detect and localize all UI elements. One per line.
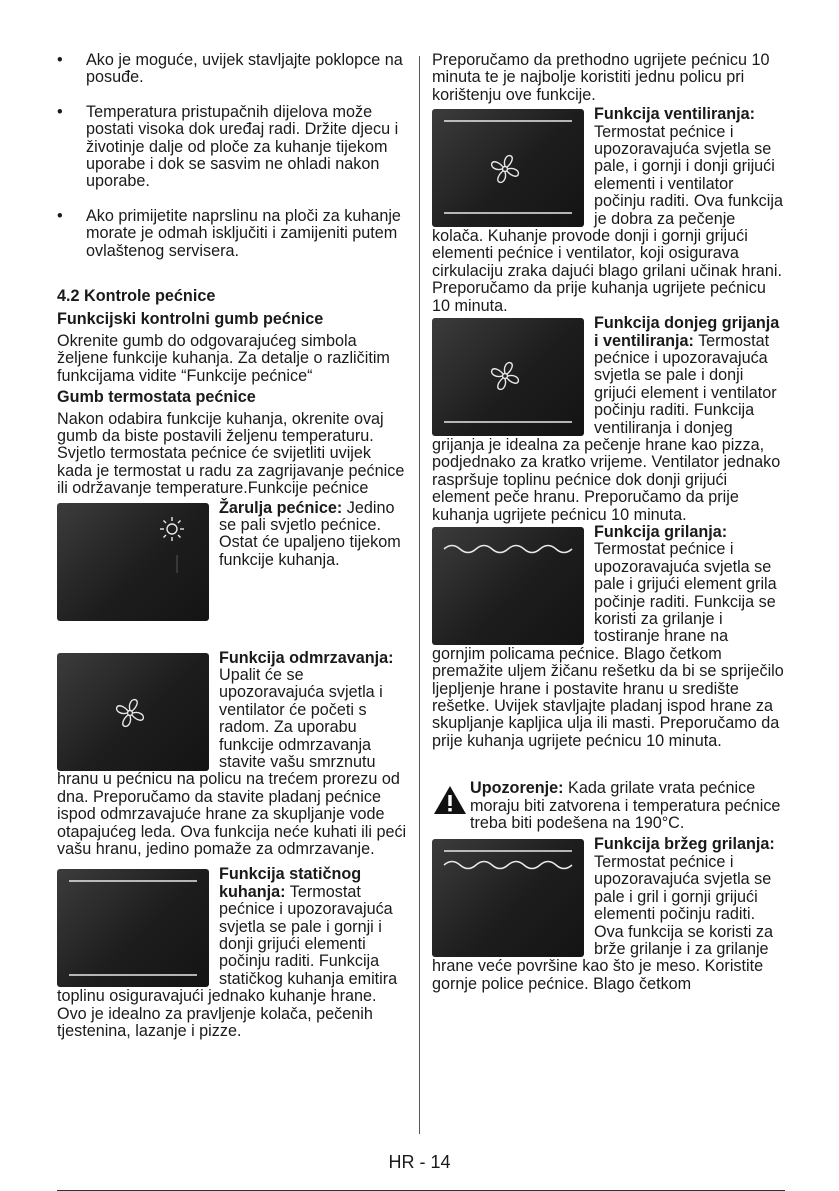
fan-text: Termostat pećnice i upozoravajuća svjetla se pale, i gornji i donji grijući elementi i ventilator počinju raditi. Ova funkcija je dobra za pečenje kolača. Kuhanje provode donji i gornji grijući elementi pećnice i ventilator, koji osigurava cirkulaciju zraka dajući blago grilani učinak hrani. Preporučamo da prije kuhanja ugrijete pećnicu 10 minuta.: [432, 122, 783, 315]
bottom-fan-text: Termostat pećnice i upozoravajuća svjetla se pale i donji grijući element i ventilator počinju raditi. Funkcija ventiliranja i donjeg grijanja je idealna za pečenje hrane kao pizza, podjednako za kratko vrijeme. Ventilator jednako raspršuje toplinu pećnice dok donji grijući element peče hranu. Preporučamo da prije kuhanja ugrijete pećnicu 10 minuta.: [432, 331, 781, 524]
fast-grill-title: Funkcija bržeg grilanja:: [594, 835, 775, 854]
fast-grill-icon: [432, 839, 584, 957]
intro-text: Preporučamo da prethodno ugrijete pećnicu 10 minuta te je najbolje koristiti jednu policu pri korištenju ove funkcije.: [432, 51, 770, 104]
bullet-symbol: •: [57, 51, 63, 69]
defrost-title: Funkcija odmrzavanja:: [219, 648, 394, 667]
warning-title: Upozorenje:: [470, 779, 564, 798]
section-title: 4.2 Kontrole pećnice: [57, 287, 216, 306]
oven-static-image: [57, 869, 209, 987]
thermostat-title: Gumb termostata pećnice: [57, 388, 256, 407]
oven-fast-grill-image: [432, 839, 584, 957]
right-column: [432, 52, 784, 993]
left-column: [57, 52, 409, 1040]
fast-grill-function: [432, 836, 784, 993]
oven-fan-image: [432, 109, 584, 227]
bullet-item: [57, 52, 409, 87]
static-function: [57, 866, 409, 1040]
column-divider: [419, 56, 420, 1134]
oven-defrost-image: [57, 653, 209, 771]
lamp-icon: [57, 503, 209, 621]
bullet-symbol: •: [57, 206, 63, 225]
bottom-fan-function: [432, 315, 784, 524]
bullet-text: Ako primijetite naprslinu na ploči za kuhanje morate je odmah isključiti i zamijeniti putem ovlaštenog servisera.: [86, 206, 401, 260]
grill-function: [432, 524, 784, 750]
fan-function: [432, 106, 784, 315]
lamp-title: Žarulja pećnice:: [219, 498, 343, 517]
grill-warning: [432, 780, 784, 832]
top-bottom-heat-icon: [57, 869, 209, 987]
bullet-symbol: •: [57, 102, 63, 121]
fast-grill-text: Termostat pećnice i upozoravajuća svjetla se pale i gril i gornji grijući elementi počinju raditi. Ova funkcija se koristi za brže grilanje i za grilanje hrane veće površine kao što je meso. Koristite gornje police pećnice. Blago četkom: [432, 852, 774, 993]
static-text: Termostat pećnice i upozoravajuća svjetla se pale i gornji i donji grijući elementi počinju raditi. Funkcija statičkog kuhanja emitira toplinu osiguravajući jednako kuhanje hrane. Ovo je idealno za pravljenje kolača, pečenih tjestenina, lazanje i pizze.: [57, 882, 398, 1041]
bullet-text: Temperatura pristupačnih dijelova može postati visoka dok uređaj radi. Držite djecu i životinje dalje od ploče za kuhanje tijekom uporabe i dok se sasvim ne ohladi nakon uporabe.: [86, 102, 399, 191]
bullet-item: [57, 208, 409, 260]
warning-text: Kada grilate vrata pećnice moraju biti zatvorena i temperatura pećnice treba biti podešena na 190°C.: [470, 779, 781, 833]
warning-icon: [432, 784, 470, 820]
lamp-function: [57, 500, 409, 650]
oven-bottom-fan-image: [432, 318, 584, 436]
bottom-fan-title: Funkcija donjeg grijanja i ventiliranja:: [594, 314, 780, 350]
fan-top-bottom-icon: [432, 109, 584, 227]
grill-title: Funkcija grilanja:: [594, 522, 728, 541]
defrost-text: Upalit će se upozoravajuća svjetla i ventilator će početi s radom. Za uporabu funkcije odmrzavanja stavite vašu smrznutu hranu u pećnicu na policu na trećem prorezu od dna. Preporučamo da stavite pladanj pećnice ispod odmrzavajuće hrane za skupljanje vode otapajućeg leda. Ova funkcija neće kuhati ili peći vašu hranu, jedino pomaže za odmrzavanje.: [57, 665, 407, 858]
defrost-function: [57, 650, 409, 859]
fan-title: Funkcija ventiliranja:: [594, 105, 756, 124]
knob-text: Okrenite gumb do odgovarajućeg simbola željene funkcije kuhanja. Za detalje o različitim funkcijama vidite “Funkcije pećnice“: [57, 331, 390, 385]
grill-icon: [432, 527, 584, 645]
fan-icon: [57, 653, 209, 771]
bullet-item: [57, 104, 409, 191]
knob-title: Funkcijski kontrolni gumb pećnice: [57, 310, 324, 329]
oven-grill-image: [432, 527, 584, 645]
fan-bottom-icon: [432, 318, 584, 436]
page-number: HR - 14: [388, 1152, 451, 1172]
thermostat-text: Nakon odabira funkcije kuhanja, okrenite ovaj gumb da biste postavili željenu temperaturu. Svjetlo termostata pećnice će svijetliti uvijek kada je termostat u radu za zagrijavanje pećnice ili održavanje temperature.Funkcije pećnice: [57, 409, 405, 498]
bullet-text: Ako je moguće, uvijek stavljajte poklopce na posuđe.: [86, 51, 403, 87]
static-title: Funkcija statičnog kuhanja:: [219, 865, 362, 901]
lamp-text: Jedino se pali svjetlo pećnice. Ostat će upaljeno tijekom funkcije kuhanja.: [219, 498, 401, 569]
grill-text: Termostat pećnice i upozoravajuća svjetla se pale i grijući element grila počinje raditi. Funkcija se koristi za grilanje i tostiranje hrane na gornjim policama pećnice. Blago četkom premažite uljem žičanu rešetku da bi se spriječilo ljepljenje hrane i postavite hranu u središte rešetke. Uvijek stavljajte pladanj ispod hrane za skupljanje kapljica ulja ili masti. Preporučamo da prije kuhanja ugrijete pećnicu 10 minuta.: [432, 540, 784, 750]
oven-lamp-image: [57, 503, 209, 621]
